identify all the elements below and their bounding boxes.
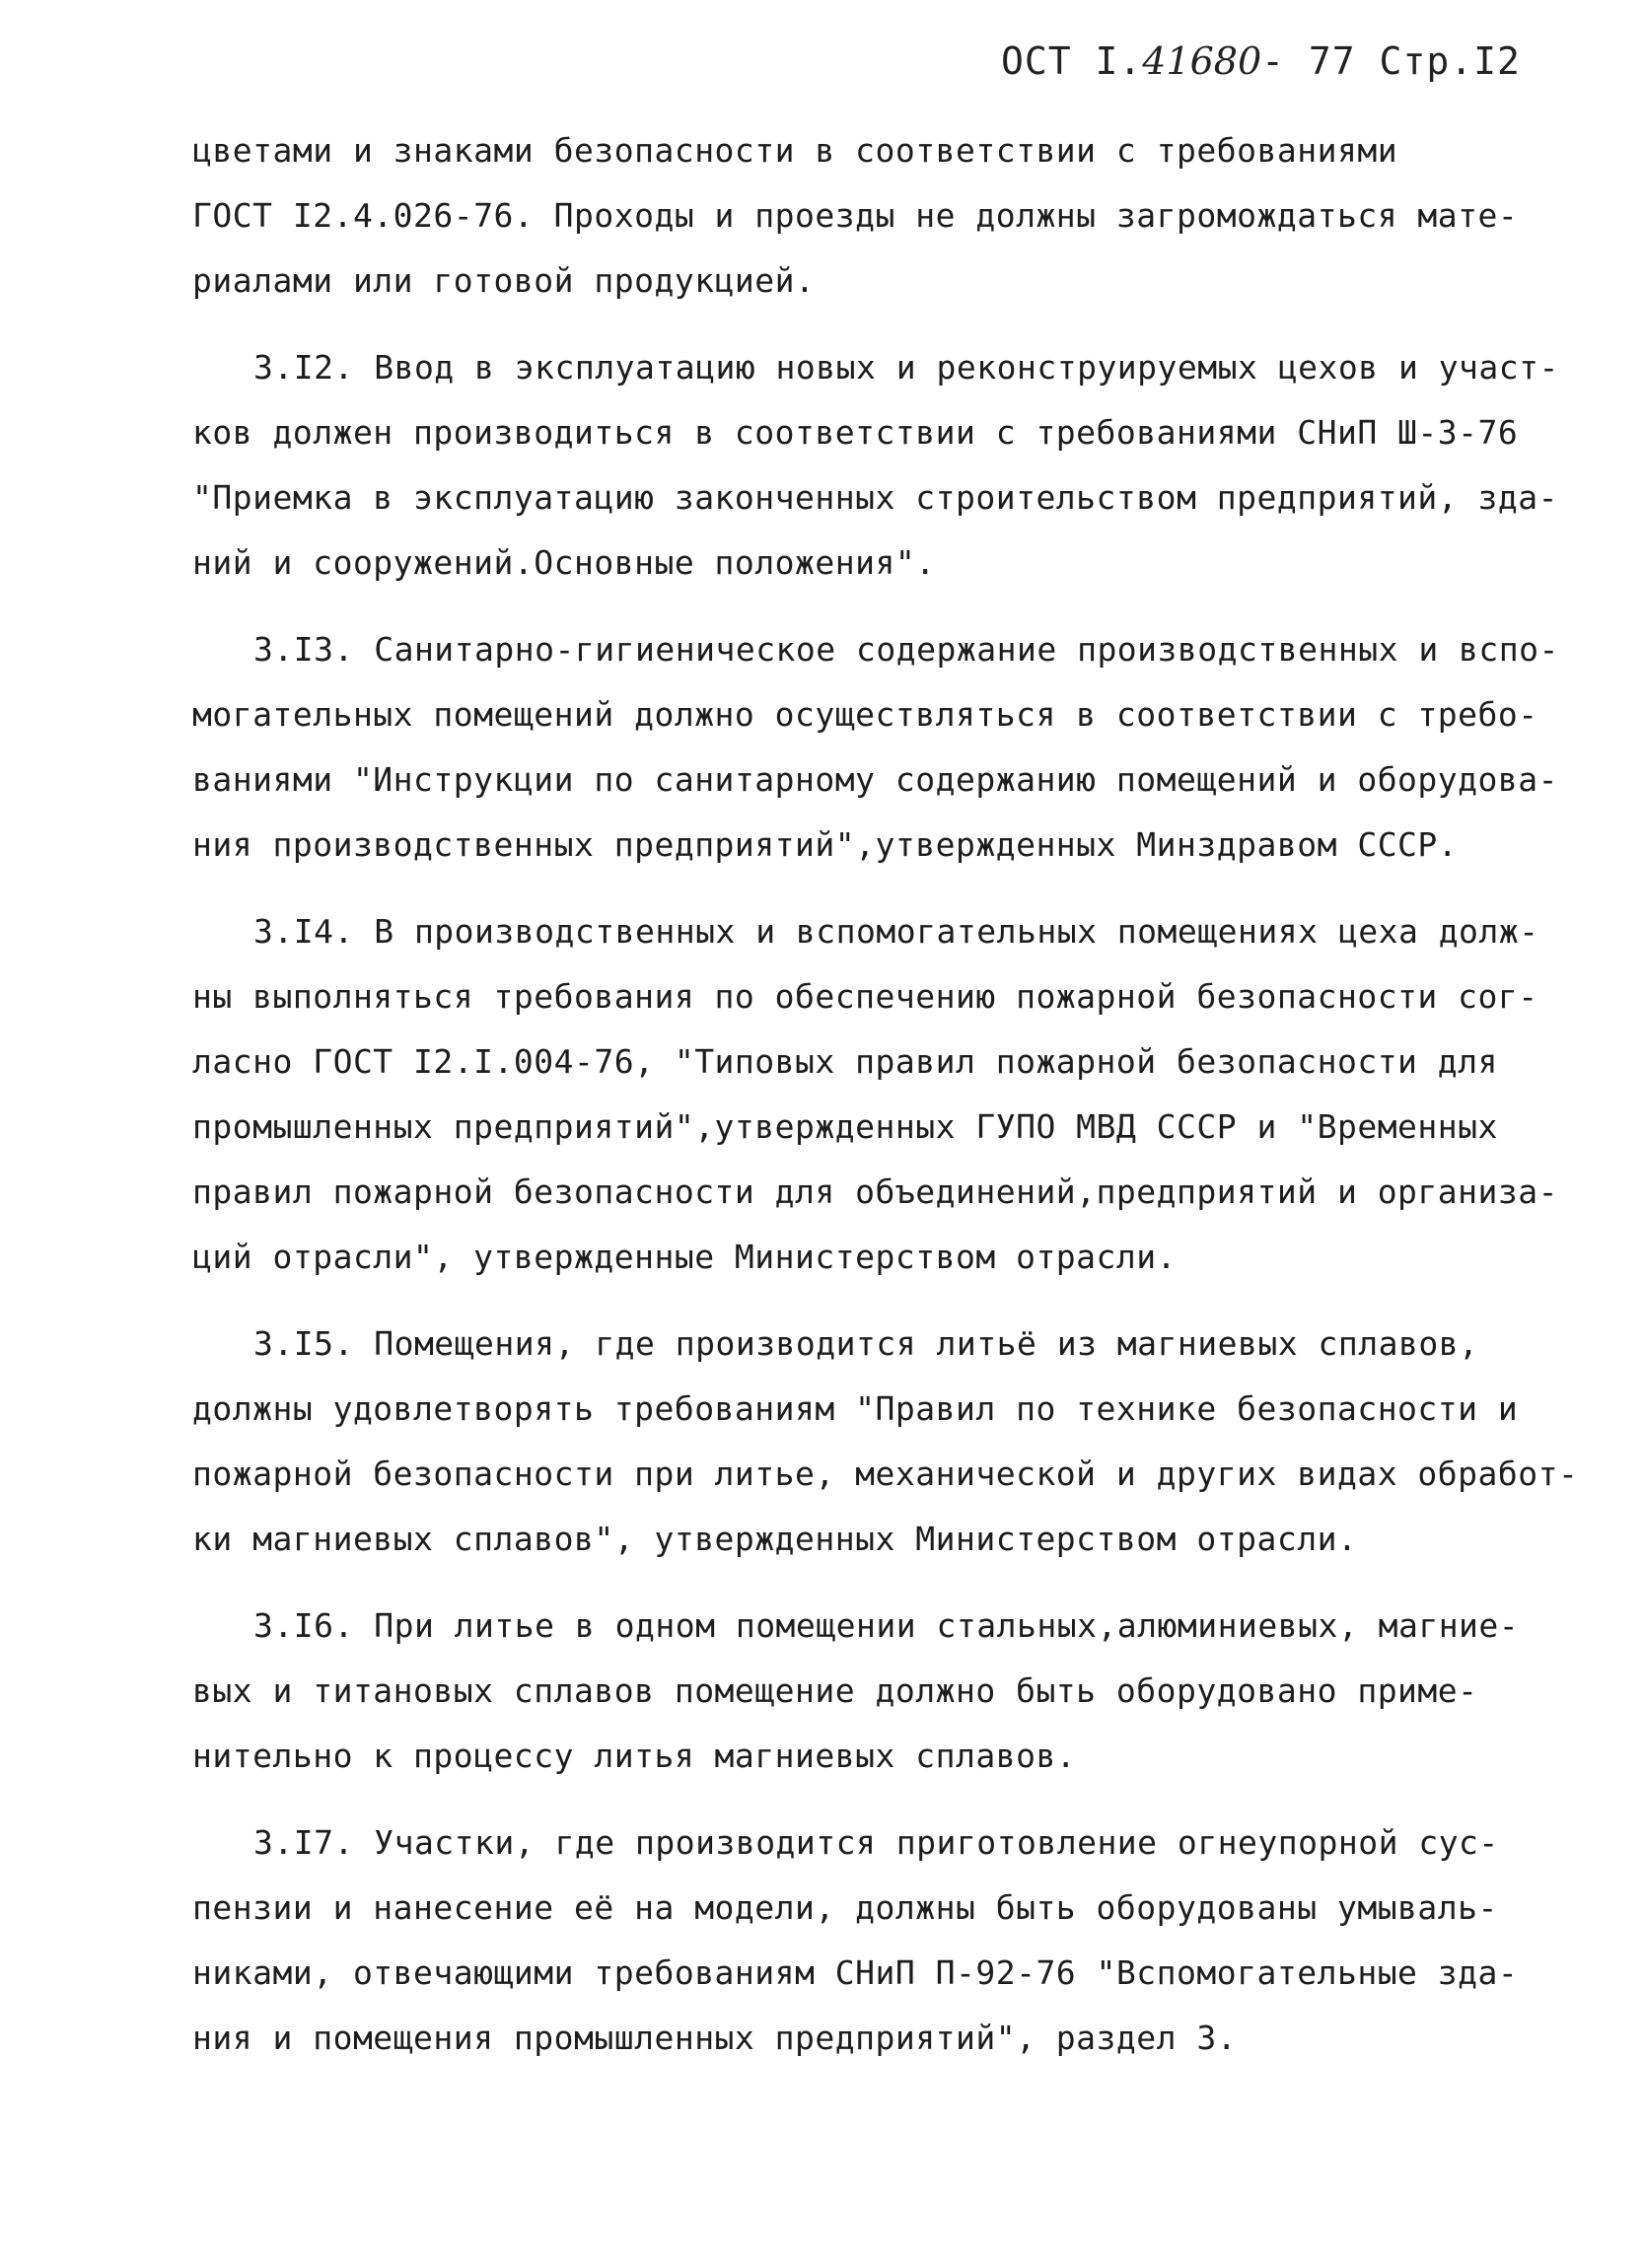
paragraph-3-12 — [192, 335, 1563, 596]
text-line: цветами и знаками безопасности в соответствии с требованиями — [192, 131, 1398, 170]
text-line: ний и сооружений.Основные положения". — [192, 543, 936, 582]
text-line: 3.I7. Участки, где производится приготовление огнеупорной сус- — [253, 1823, 1499, 1862]
text-line: никами, отвечающими требованиям СНиП П-92-76 "Вспомогательные зда- — [192, 1953, 1519, 1992]
document-body — [192, 118, 1579, 2071]
text-line: ков должен производиться в соответствии с требованиями СНиП Ш-3-76 — [192, 413, 1519, 452]
text-line: ния и помещения промышленных предприятий", раздел 3. — [192, 2019, 1238, 2057]
paragraph-3-13 — [192, 617, 1563, 878]
text-line: ваниями "Инструкции по санитарному содержанию помещений и оборудова- — [192, 760, 1559, 799]
paragraph-3-15 — [192, 1311, 1579, 1572]
text-line: должны удовлетворять требованиям "Правил по технике безопасности и — [192, 1389, 1519, 1428]
text-line: ны выполняться требования по обеспечению пожарной безопасности сог- — [192, 977, 1538, 1016]
paragraph-3-17 — [192, 1810, 1563, 2071]
text-line: пензии и нанесение её на модели, должны быть оборудованы умываль- — [192, 1888, 1498, 1927]
text-line: вых и титановых сплавов помещение должно быть оборудовано приме- — [192, 1671, 1478, 1710]
paragraph-continuation — [192, 118, 1563, 314]
paragraph-3-14 — [192, 899, 1563, 1290]
text-line: 3.I6. При литье в одном помещении стальных,алюминиевых, магние- — [253, 1606, 1520, 1645]
text-line: ласно ГОСТ I2.I.004-76, "Типовых правил пожарной безопасности для — [192, 1042, 1498, 1081]
header-year-page: - 77 Стр.I2 — [1261, 39, 1521, 83]
text-line: "Приемка в эксплуатацию законченных строительством предприятий, зда- — [192, 478, 1559, 517]
page-header — [1001, 39, 1521, 83]
text-line: ки магниевых сплавов", утвержденных Министерством отрасли. — [192, 1520, 1358, 1558]
text-line: 3.I4. В производственных и вспомогательных помещениях цеха долж- — [253, 912, 1539, 951]
text-line: ций отрасли", утвержденные Министерством отрасли. — [192, 1238, 1178, 1276]
text-line: 3.I2. Ввод в эксплуатацию новых и реконструируемых цехов и участ- — [253, 348, 1559, 387]
text-line: ГОСТ I2.4.026-76. Проходы и проезды не должны загромождаться мате- — [192, 196, 1519, 235]
text-line: нительно к процессу литья магниевых сплавов. — [192, 1736, 1077, 1775]
text-line: могательных помещений должно осуществляться в соответствии с требо- — [192, 695, 1538, 734]
text-line: 3.I3. Санитарно-гигиеническое содержание производственных и вспо- — [253, 630, 1559, 669]
text-line: правил пожарной безопасности для объединений,предприятий и организа- — [192, 1172, 1559, 1211]
paragraph-3-16 — [192, 1594, 1563, 1789]
text-line: пожарной безопасности при литье, механической и других видах обработ- — [192, 1454, 1579, 1493]
text-line: 3.I5. Помещения, где производится литьё из магниевых сплавов, — [253, 1324, 1479, 1363]
text-line: ния производственных предприятий",утвержденных Минздравом СССР. — [192, 825, 1459, 864]
text-line: риалами или готовой продукцией. — [192, 261, 816, 300]
text-line: промышленных предприятий",утвержденных ГУПО МВД СССР и "Временных — [192, 1107, 1498, 1146]
header-standard-prefix: ОСТ I. — [1001, 39, 1143, 83]
header-handwritten-number: 41680 — [1142, 39, 1262, 83]
